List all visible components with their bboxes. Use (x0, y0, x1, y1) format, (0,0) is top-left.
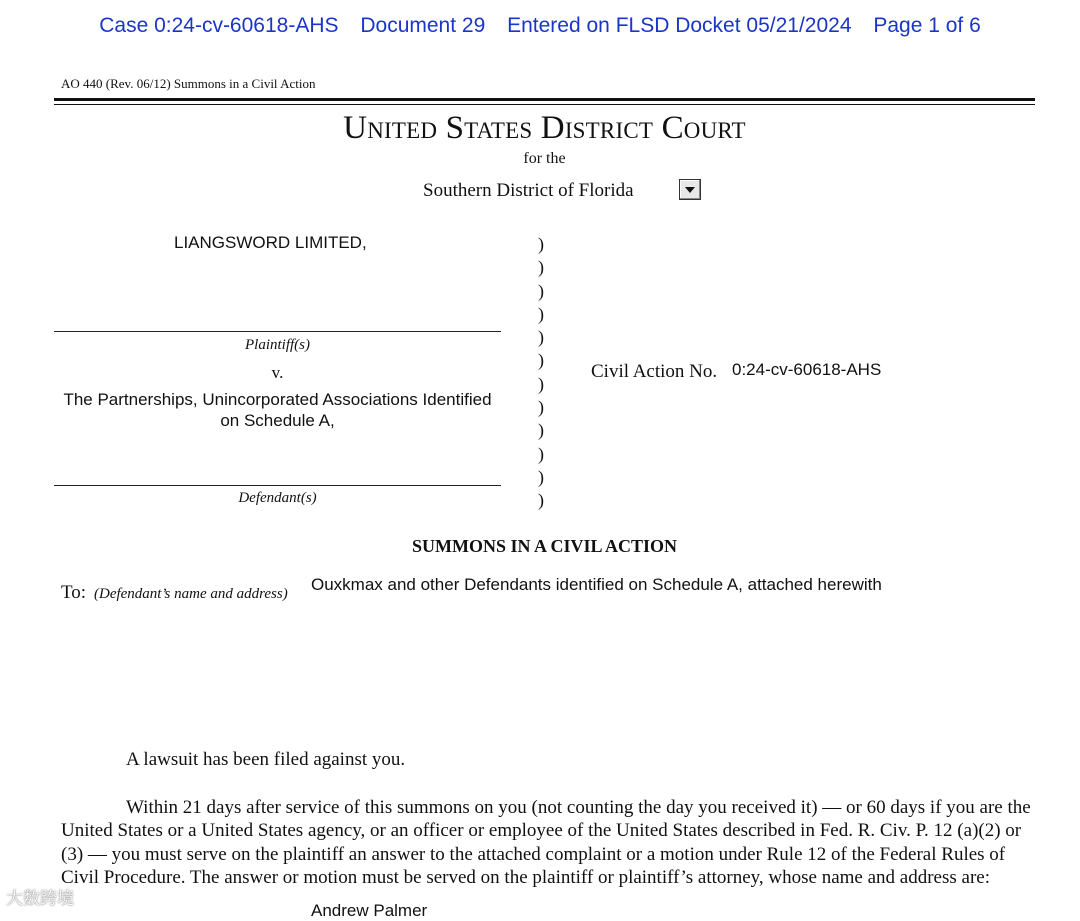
defendant-address-field[interactable]: Ouxkmax and other Defendants identified on Schedule A, attached herewith (311, 575, 882, 594)
page-indicator: Page 1 of 6 (873, 14, 981, 37)
defendant-name-field[interactable]: The Partnerships, Unincorporated Associations Identified on Schedule A, (63, 390, 492, 430)
plaintiff-label: Plaintiff(s) (245, 337, 310, 353)
document-number: Document 29 (360, 14, 486, 37)
docket-entry-date: Entered on FLSD Docket 05/21/2024 (507, 14, 852, 37)
summons-title: SUMMONS IN A CIVIL ACTION (411, 536, 678, 556)
caption-parentheses: ) ) ) ) ) ) ) ) ) ) ) ) (538, 234, 544, 511)
for-the-label: for the (523, 150, 566, 167)
header-rule-thin (54, 104, 1035, 105)
response-instructions: Within 21 days after service of this summons on you (not counting the day you received it) — or 60 days if you are the United States or a United States agency, or an officer or employee of the United States described in Fed. R. Civ. P. 12 (a)(2) or (3) — you must serve on the plaintiff an answer to the attached complaint or a motion under Rule 12 of the Federal Rules of Civil Procedure. The answer or motion must be served on the plaintiff or plaintiff’s attorney, whose name and address are: (61, 797, 1031, 888)
docket-header (0, 14, 1080, 38)
header-rule-thick (54, 98, 1035, 101)
form-identifier: AO 440 (Rev. 06/12) Summons in a Civil Action (61, 76, 316, 91)
versus-label: v. (271, 363, 284, 382)
attorney-name-field[interactable]: Andrew Palmer (311, 901, 428, 920)
case-number: Case 0:24-cv-60618-AHS (99, 14, 339, 37)
to-hint: (Defendant’s name and address) (94, 586, 288, 602)
court-title: United States District Court (343, 110, 746, 146)
civil-action-label: Civil Action No. (591, 361, 718, 382)
defendant-label: Defendant(s) (238, 490, 317, 506)
lawsuit-notice: A lawsuit has been filed against you. (126, 749, 406, 770)
plaintiff-name-field[interactable]: LIANGSWORD LIMITED, (174, 233, 367, 252)
to-label: To: (61, 582, 87, 603)
plaintiff-signature-line (54, 331, 501, 332)
watermark-logo: 大数跨境 (6, 889, 74, 909)
dropdown-arrow-icon[interactable] (679, 179, 701, 200)
civil-action-number-field[interactable]: 0:24-cv-60618-AHS (732, 360, 882, 379)
district-select-value[interactable]: Southern District of Florida (423, 180, 634, 201)
defendant-signature-line (54, 485, 501, 486)
